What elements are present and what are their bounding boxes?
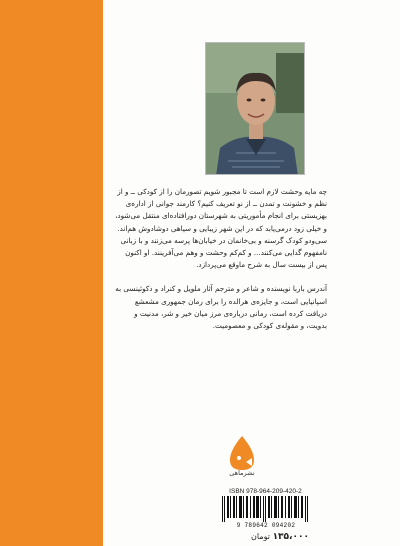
blurb-text <box>115 186 327 344</box>
author-portrait-image <box>206 43 305 175</box>
publisher-name: نشرماهی <box>229 469 255 477</box>
author-photo <box>205 42 305 175</box>
price-amount: ۱۳۵،۰۰۰ <box>272 532 309 542</box>
barcode-digits: 9 789642 094202 <box>236 522 296 529</box>
blurb-paragraph-1: چه مایه وحشت لازم است تا مجبور شویم تصورمان را از کودکی ــ و از نظم و خشونت و تمدن ــ از نو تعریف کنیم؟ کارمند جوانی از اداره‌ی بهزیستی برای انجام مأموریتی به شهرستان دورافتاده‌ای منتقل می‌شود، و خیلی زود درمی‌یابد که در این شهر زیبایی و سیاهی دوشادوش هم‌اند. سی‌ودو کودک گرسنه و بی‌خانمان در خیابان‌ها پرسه می‌زنند و با زبانی نامفهوم گدایی می‌کنند... و کم‌کم وحشت و وهم می‌آفرینند. او اکنون پس از بیست سال به شرح ماوقع می‌پردازد. <box>115 187 327 270</box>
barcode-image <box>220 496 312 522</box>
orange-spine <box>0 0 103 546</box>
price-tag <box>250 532 310 542</box>
price-unit: تومان <box>251 532 271 541</box>
blurb-paragraph-2: آندرس باربا نویسنده و شاعر و مترجم آثار ملویل و کنراد و دکوئینسی به اسپانیایی است، و جایزه‌ی هرالده را برای رمان جمهوری مشعشع دریافت کرده است، رمانی درباره‌ی مرز میان خیر و شر، مدنیت و بدویت، و مقوله‌ی کودکی و معصومیت. <box>115 284 327 331</box>
isbn-label: ISBN 978-964-209-420-2 <box>229 488 302 495</box>
